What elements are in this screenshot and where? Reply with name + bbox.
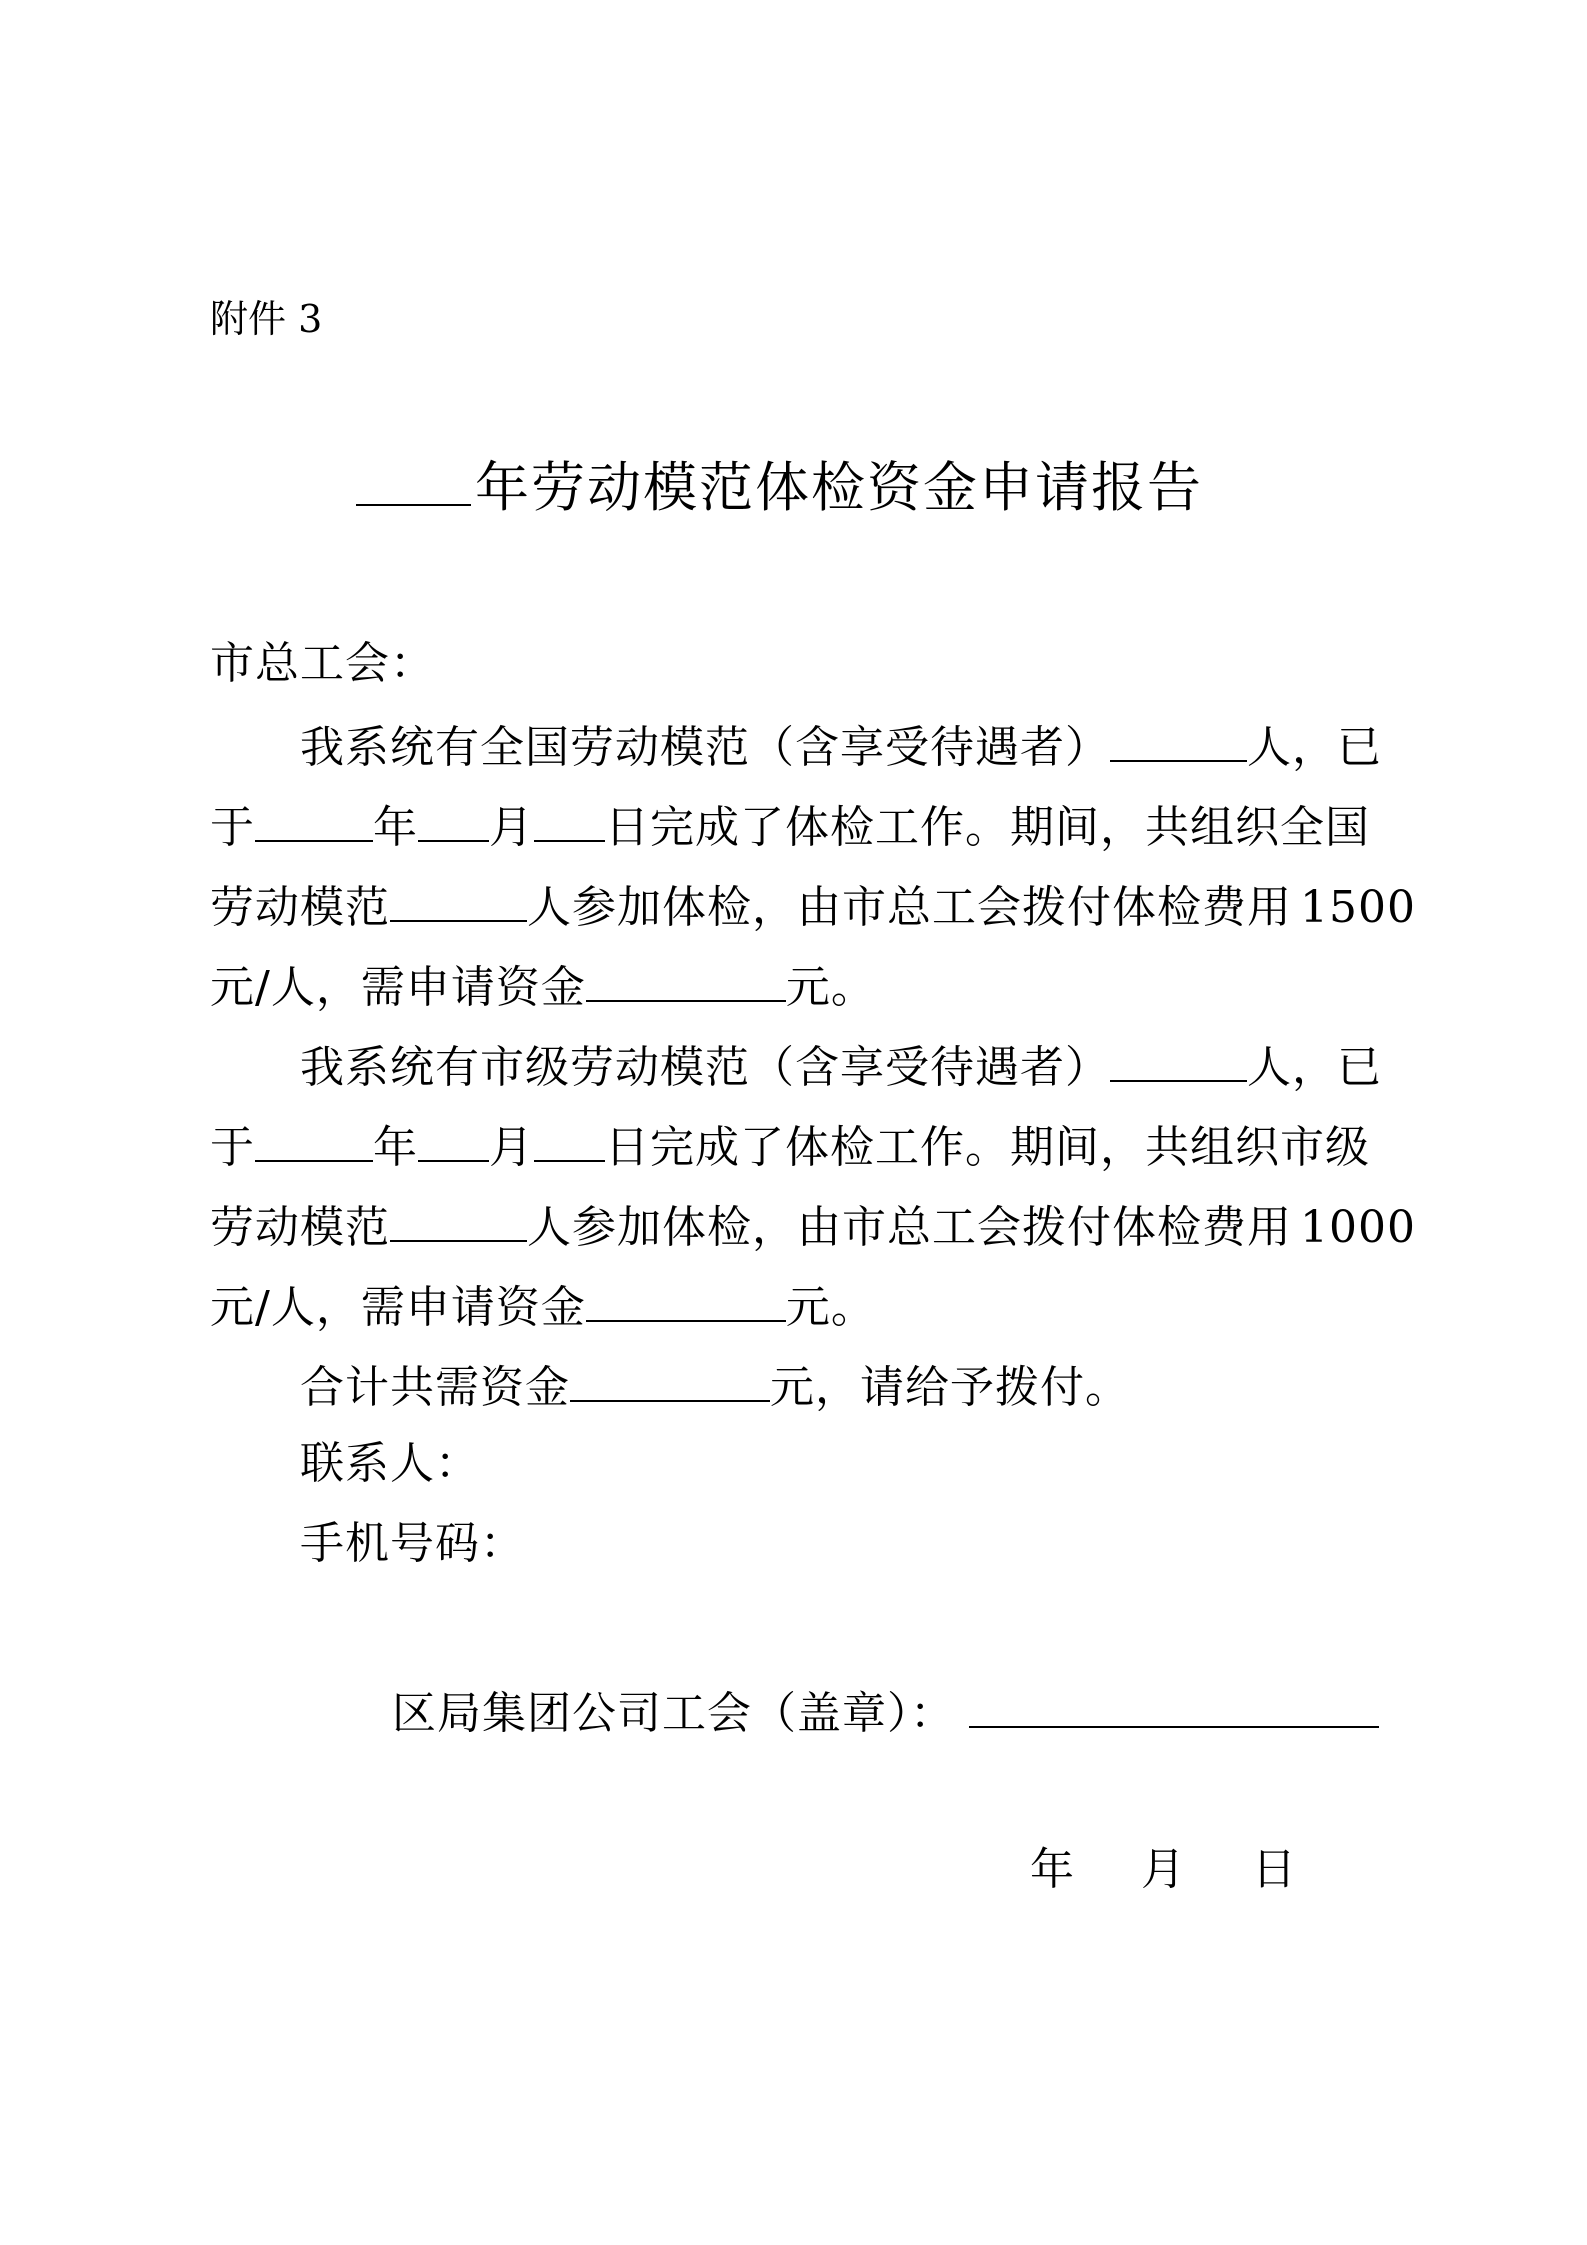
date-line: [1030, 1842, 1297, 1898]
city-line-4: 元/人，需申请资金 元。: [210, 1276, 876, 1336]
title-text: 年劳动模范体检资金申请报告: [475, 456, 1203, 519]
national-line-3: 劳动模范 人参加体检，由市总工会拨付体检费用 1500: [210, 876, 1416, 936]
national-amount-blank: [586, 956, 786, 1002]
city-line-2: 于 年 月 日完成了体检工作。期间，共组织市级: [210, 1116, 1370, 1176]
date-month: 月: [1141, 1844, 1186, 1895]
date-year: 年: [1030, 1844, 1075, 1895]
seal-line: 区局集团公司工会（盖章）：: [392, 1682, 1379, 1742]
city-line-3: 劳动模范 人参加体检，由市总工会拨付体检费用 1000: [210, 1196, 1416, 1256]
page-title: [356, 450, 1203, 523]
date-day: 日: [1252, 1844, 1297, 1895]
city-month-blank: [418, 1116, 489, 1162]
contact-label: 联系人：: [300, 1438, 480, 1489]
city-day-blank: [534, 1116, 605, 1162]
national-year-blank: [255, 796, 373, 842]
national-participants-blank: [390, 876, 527, 922]
city-line-1: 我系统有市级劳动模范（含享受待遇者） 人，已: [300, 1036, 1382, 1096]
city-amount-blank: [586, 1276, 786, 1322]
total-amount-blank: [570, 1356, 770, 1402]
seal-blank: [969, 1682, 1379, 1728]
city-participants-blank: [390, 1196, 527, 1242]
national-count-blank: [1110, 716, 1247, 762]
title-year-blank: [356, 450, 471, 506]
total-line: 合计共需资金 元，请给予拨付。: [300, 1356, 1130, 1416]
attachment-label: 附件 3: [210, 297, 323, 341]
city-year-blank: [255, 1116, 373, 1162]
national-line-4: 元/人，需申请资金 元。: [210, 956, 876, 1016]
city-count-blank: [1110, 1036, 1247, 1082]
salutation: 市总工会：: [210, 638, 435, 689]
national-line-2: 于 年 月 日完成了体检工作。期间，共组织全国: [210, 796, 1370, 856]
national-day-blank: [534, 796, 605, 842]
national-line-1: 我系统有全国劳动模范（含享受待遇者） 人，已: [300, 716, 1382, 776]
phone-label: 手机号码：: [300, 1518, 525, 1569]
national-month-blank: [418, 796, 489, 842]
